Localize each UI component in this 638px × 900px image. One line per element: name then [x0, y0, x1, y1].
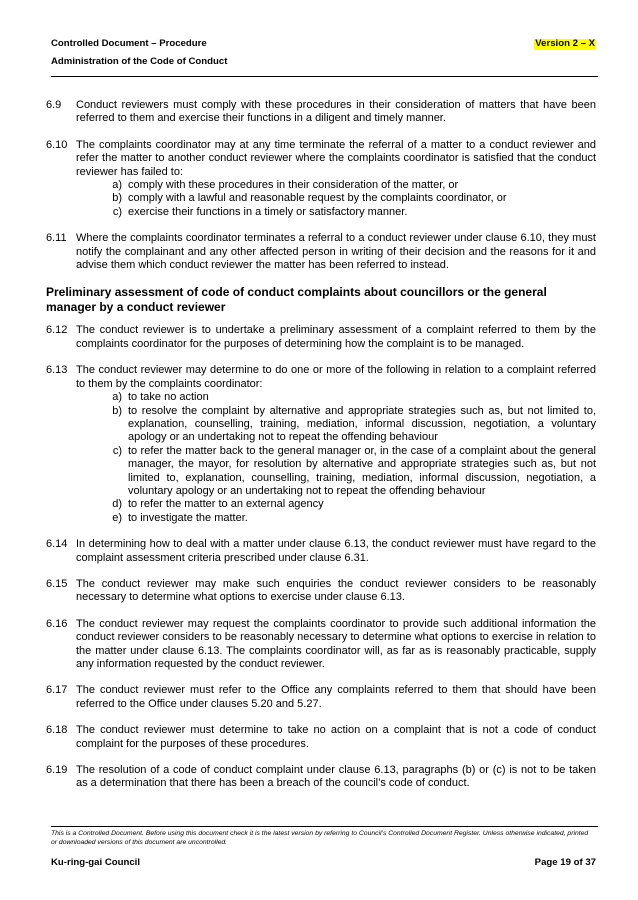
document-type: Controlled Document – Procedure	[51, 38, 207, 49]
sub-item-marker: d)	[112, 498, 122, 511]
clause	[46, 538, 596, 565]
clause-body	[76, 764, 596, 791]
sub-item	[76, 445, 596, 499]
clause-text: The conduct reviewer may determine to do one or more of the following in relation to a complaint referred to them by the complaints coordinator:	[76, 364, 596, 390]
clause-text: Where the complaints coordinator terminates a referral to a conduct reviewer under clause 6.10, they must notify the complainant and any other affected person in writing of their decision and the reasons for it and advise them which conduct reviewer the matter has been referred to instead.	[76, 232, 596, 272]
clause	[46, 724, 596, 751]
sub-item	[76, 391, 596, 404]
sub-item-marker: e)	[112, 511, 122, 524]
sub-item	[76, 179, 596, 192]
clause	[46, 618, 596, 672]
sub-item-marker: c)	[112, 205, 122, 218]
sub-item-marker: a)	[112, 179, 122, 192]
clause-body	[76, 99, 596, 126]
sub-item-marker: c)	[112, 444, 122, 457]
sub-item	[76, 405, 596, 445]
clause-body	[76, 578, 596, 605]
clause-list-part-2	[46, 324, 596, 790]
sub-item-text: to take no action	[128, 391, 209, 404]
clause-body	[76, 139, 596, 219]
sub-item	[76, 512, 596, 525]
clause	[46, 139, 596, 219]
clause-body	[76, 324, 596, 351]
sub-item-text: to refer the matter back to the general manager or, in the case of a complaint about the general manager, the mayor, for resolution by alternative and appropriate strategies such as, but not limited to, explanation, counselling, training, mediation, informal discussion, negotiation, a voluntary apology or an undertaking not to repeat the offending behaviour	[128, 444, 596, 497]
controlled-document-note: This is a Controlled Document. Before using this document check it is the latest version by referring to Council’s Controlled Document Register. Unless otherwise indicated, printed or downloaded versions of this document are uncontrolled.	[51, 830, 589, 846]
clause	[46, 684, 596, 711]
section-heading: Preliminary assessment of code of conduct complaints about councillors or the general manager by a conduct reviewer	[46, 285, 547, 315]
clause-text: Conduct reviewers must comply with these procedures in their consideration of matters that have been referred to them and exercise their functions in a diligent and timely manner.	[76, 99, 596, 125]
version-badge: Version 2 – X	[535, 38, 595, 49]
clause-text: In determining how to deal with a matter under clause 6.13, the conduct reviewer must have regard to the complaint assessment criteria prescribed under clause 6.31.	[76, 538, 596, 564]
organisation-name: Ku-ring-gai Council	[51, 857, 140, 868]
page-number: Page 19 of 37	[534, 857, 596, 868]
document-body	[46, 99, 596, 804]
clause-number: 6.11	[46, 232, 67, 245]
clause-text: The resolution of a code of conduct complaint under clause 6.13, paragraphs (b) or (c) is not to be taken as a determination that there has been a breach of the council’s code of conduct.	[76, 764, 596, 790]
clause	[46, 99, 596, 126]
clause	[46, 578, 596, 605]
clause-number: 6.10	[46, 138, 68, 151]
clause	[46, 364, 596, 525]
sub-item-text: comply with these procedures in their consideration of the matter, or	[128, 179, 459, 192]
sub-item-text: exercise their functions in a timely or satisfactory manner.	[128, 205, 408, 218]
clause-body	[76, 364, 596, 525]
clause	[46, 764, 596, 791]
sub-item-marker: b)	[112, 404, 122, 417]
clause-body	[76, 684, 596, 711]
clause-number: 6.12	[46, 324, 68, 337]
clause-number: 6.19	[46, 764, 68, 777]
clause-body	[76, 618, 596, 672]
sub-item-text: to refer the matter to an external agency	[128, 498, 324, 511]
clause-number: 6.14	[46, 538, 68, 551]
clause-text: The complaints coordinator may at any time terminate the referral of a matter to a conduct reviewer and refer the matter to another conduct reviewer where the complaints coordinator is satisfied that the conduct reviewer has failed to:	[76, 138, 596, 178]
header-divider	[51, 76, 598, 77]
sub-item	[76, 206, 596, 219]
clause-number: 6.17	[46, 684, 68, 697]
clause-text: The conduct reviewer may make such enquiries the conduct reviewer considers to be reasonably necessary to determine what options to exercise under clause 6.13.	[76, 577, 596, 604]
sub-item-marker: a)	[112, 391, 122, 404]
header-titles	[51, 39, 227, 66]
sub-item-text: comply with a lawful and reasonable request by the complaints coordinator, or	[128, 192, 507, 205]
clause-body	[76, 538, 596, 565]
clause-number: 6.15	[46, 577, 68, 590]
clause-body	[76, 724, 596, 751]
clause-number: 6.13	[46, 364, 68, 377]
clause-text: The conduct reviewer must refer to the Office any complaints referred to them that should have been referred to the Office under clauses 5.20 and 5.27.	[76, 684, 596, 710]
clause-number: 6.16	[46, 617, 68, 630]
clause-list-part-1	[46, 99, 596, 272]
clause	[46, 232, 596, 272]
sub-item	[76, 192, 596, 205]
clause-text: The conduct reviewer may request the complaints coordinator to provide such additional information the conduct reviewer considers to be reasonably necessary to determine what options to exercise in relation to the matter under clause 6.13. The complaints coordinator will, as far as is reasonably practicable, supply any information requested by the conduct reviewer.	[76, 617, 596, 670]
clause	[46, 324, 596, 351]
clause-number: 6.18	[46, 724, 68, 737]
clause-number: 6.9	[46, 99, 62, 111]
sub-item	[76, 498, 596, 511]
clause-text: The conduct reviewer must determine to take no action on a complaint that is not a code of conduct complaint for the purposes of these procedures.	[76, 724, 596, 750]
footer-divider	[51, 826, 598, 827]
sub-item-marker: b)	[112, 192, 122, 205]
document-title: Administration of the Code of Conduct	[51, 55, 228, 67]
clause-text: The conduct reviewer is to undertake a preliminary assessment of a complaint referred to them by the complaints coordinator for the purposes of determining how the complaint is to be managed.	[76, 324, 596, 350]
sub-item-text: to investigate the matter.	[128, 511, 248, 524]
sub-item-text: to resolve the complaint by alternative and appropriate strategies such as, but not limited to, explanation, counselling, training, mediation, informal discussion, negotiation, a voluntary apology or an undertaking not to repeat the offending behaviour	[128, 404, 596, 444]
clause-body	[76, 232, 596, 272]
